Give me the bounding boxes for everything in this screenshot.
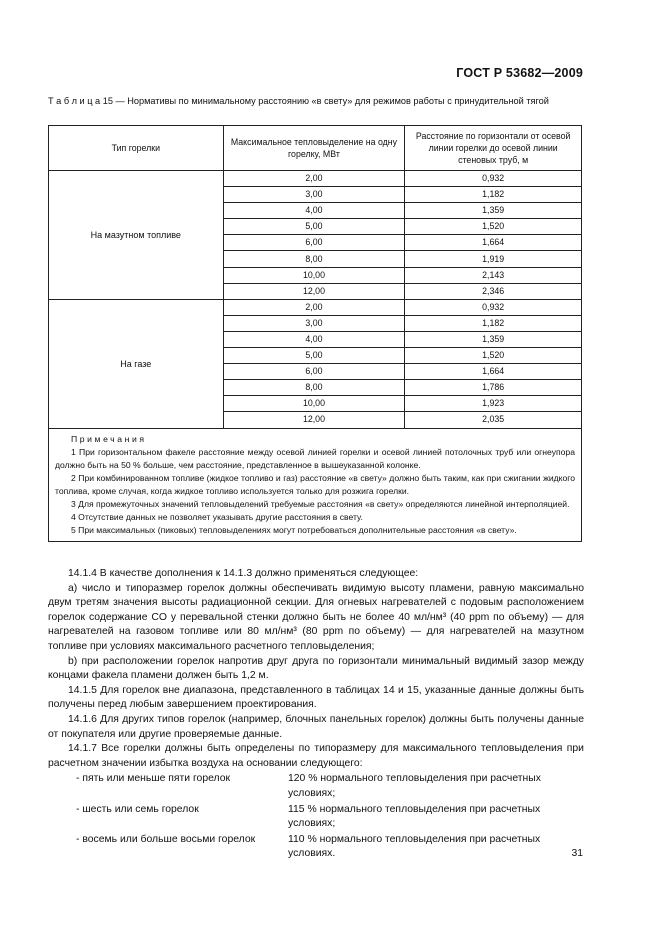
header-burner-type: Тип горелки [49,126,224,171]
page-number: 31 [571,848,583,859]
heat-value: 12,00 [223,412,405,428]
list-item-label: - пять или меньше пяти горелок [76,773,231,785]
group-label-oil: На мазутном топливе [49,171,224,300]
table-row [49,171,582,187]
heat-value: 12,00 [223,283,405,299]
group-label-gas: На газе [49,299,224,428]
heat-value: 10,00 [223,267,405,283]
distance-value: 2,035 [405,412,582,428]
distance-value: 1,664 [405,364,582,380]
note-item: 3 Для промежуточных значений тепловыделений требуемые расстояния «в свету» определяются линейной интерполяцией. [71,498,570,509]
heat-value: 3,00 [223,315,405,331]
heat-value: 6,00 [223,364,405,380]
heat-value: 2,00 [223,171,405,187]
heat-value: 8,00 [223,251,405,267]
distance-value: 0,932 [405,171,582,187]
heat-value: 2,00 [223,299,405,315]
heat-value: 6,00 [223,235,405,251]
note-item: 2 При комбинированном топливе (жидкое топливо и газ) расстояние «в свету» должно быть таким, как при сжигании жидкого топлива, кроме случая, когда жидкое топливо используется только для розжига горелки. [55,472,575,496]
distance-value: 1,786 [405,380,582,396]
list-item [48,803,584,832]
paragraph-14-1-7: 14.1.7 Все горелки должны быть определены по типоразмеру для максимального тепловыделения при расчетном значении избытка воздуха на основании следующего: [48,743,584,769]
note-item: 4 Отсутствие данных не позволяет указывать другие расстояния в свету. [71,511,363,522]
heat-value: 8,00 [223,380,405,396]
paragraph-item-a: а) число и типоразмер горелок должны обеспечивать видимую высоту пламени, равную максимально двум третям значения высоты радиационной секции. Для огневых нагревателей с подовым расположением горелок содержание CO у перевальной стенки должно быть не более 40 мл/нм³ (40 ppm по объему) — для нагревателей на газовом топливе или 80 мл/нм³ (80 ppm по объему) — для нагревателей на мазутном топливе при условиях максимального расчетного тепловыделения; [48,582,584,652]
table-caption: Т а б л и ц а 15 — Нормативы по минимальному расстоянию «в свету» для режимов работы с принудительной тягой [48,96,549,106]
notes-title: Примечания [71,433,147,444]
note-item: 1 При горизонтальном факеле расстояние между осевой линией горелки и осевой линией потолочных труб или огнеупора должно быть на 50 % больше, чем расстояние, представленное в вышеуказанной колонке. [55,446,575,470]
header-distance: Расстояние по горизонтали от осевой линии горелки до осевой линии стеновых труб, м [405,126,582,171]
table-row [49,299,582,315]
distance-value: 2,346 [405,283,582,299]
heat-value: 4,00 [223,203,405,219]
note-item: 5 При максимальных (пиковых) тепловыделениях могут потребоваться дополнительные расстояния «в свету». [71,524,517,535]
distance-value: 0,932 [405,299,582,315]
distance-value: 1,182 [405,187,582,203]
heat-value: 5,00 [223,219,405,235]
list-item-label: - восемь или больше восьми горелок [76,833,256,845]
paragraph-14-1-5: 14.1.5 Для горелок вне диапазона, представленного в таблицах 14 и 15, указанные данные должны быть получены перед любым завершением проектирования. [48,684,584,711]
distance-value: 1,359 [405,331,582,347]
distance-value: 1,182 [405,315,582,331]
distance-value: 2,143 [405,267,582,283]
header-max-heat: Максимальное тепловыделение на одну горелку, МВт [223,126,405,171]
heat-value: 3,00 [223,187,405,203]
distance-value: 1,359 [405,203,582,219]
norms-table [48,125,582,542]
heat-value: 10,00 [223,396,405,412]
distance-value: 1,520 [405,348,582,364]
list-item-value: 120 % нормального тепловыделения при расчетных условиях; [288,773,541,799]
list-item [48,833,584,862]
table-notes [49,428,582,541]
paragraph-14-1-4: 14.1.4 В качестве дополнения к 14.1.3 должно применяться следующее: [68,568,419,579]
list-item [48,772,584,801]
table-notes-row [49,428,582,541]
distance-value: 1,664 [405,235,582,251]
table-header-row [49,126,582,171]
paragraph-item-b: b) при расположении горелок напротив друг друга по горизонтали минимальный видимый зазор между концами факела пламени должен быть 1,2 м. [48,655,584,682]
list-item-value: 110 % нормального тепловыделения при расчетных условиях. [288,833,541,860]
distance-value: 1,923 [405,396,582,412]
heat-value: 4,00 [223,331,405,347]
list-item-value: 115 % нормального тепловыделения при расчетных условиях; [288,803,541,830]
body-text [48,567,584,862]
distance-value: 1,520 [405,219,582,235]
distance-value: 1,919 [405,251,582,267]
paragraph-14-1-6: 14.1.6 Для других типов горелок (например, блочных панельных горелок) должны быть получены данные от покупателя или другие проверяемые данные. [48,713,584,740]
document-standard-header: ГОСТ Р 53682—2009 [456,66,583,80]
list-item-label: - шесть или семь горелок [76,803,199,815]
heat-value: 5,00 [223,348,405,364]
